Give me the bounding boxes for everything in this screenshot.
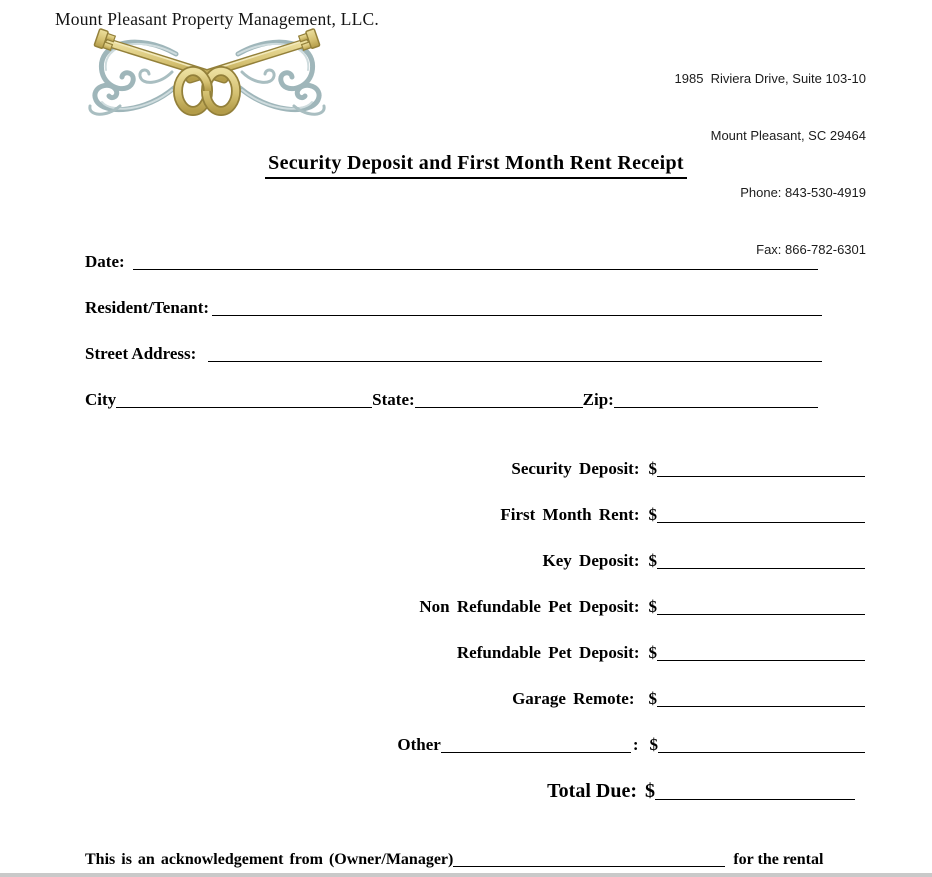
other-colon: : (632, 735, 639, 755)
state-input-line[interactable] (415, 391, 583, 408)
currency-symbol: $ (648, 551, 657, 571)
currency-symbol: $ (645, 780, 655, 802)
currency-symbol: $ (649, 735, 658, 755)
zip-label: Zip: (582, 390, 614, 410)
address-line-1: 1985 Riviera Drive, Suite 103-10 (674, 71, 866, 86)
street-address-row (85, 342, 822, 365)
company-logo (76, 28, 338, 125)
resident-tenant-label: Resident/Tenant: (85, 298, 210, 318)
garage-remote-label: Garage Remote: (512, 689, 635, 709)
fax-line: Fax: 866-782-6301 (756, 242, 866, 257)
city-label: City (85, 390, 117, 410)
resident-tenant-input-line[interactable] (212, 299, 822, 316)
city-input-line[interactable] (116, 391, 372, 408)
total-due-label: Total Due: (547, 780, 637, 802)
other-label: Other (397, 735, 441, 755)
acknowledgement-suffix: for the rental (733, 851, 824, 869)
date-label: Date: (85, 252, 125, 272)
amount-row-garage-remote (0, 687, 865, 710)
amount-row-total-due (0, 777, 855, 804)
non-refundable-pet-deposit-input-line[interactable] (657, 598, 865, 615)
key-deposit-label: Key Deposit: (542, 551, 640, 571)
refundable-pet-deposit-label: Refundable Pet Deposit: (456, 643, 640, 663)
garage-remote-input-line[interactable] (657, 690, 865, 707)
amount-row-other (0, 733, 865, 756)
street-address-input-line[interactable] (208, 345, 822, 362)
owner-manager-input-line[interactable] (453, 851, 725, 867)
title-row (20, 152, 932, 179)
total-due-input-line[interactable] (655, 780, 855, 800)
resident-tenant-row (85, 296, 822, 319)
date-row (85, 250, 818, 273)
amount-row-key-deposit (0, 549, 865, 572)
currency-symbol: $ (648, 459, 657, 479)
currency-symbol: $ (648, 505, 657, 525)
currency-symbol: $ (648, 597, 657, 617)
date-input-line[interactable] (133, 253, 818, 270)
key-deposit-input-line[interactable] (657, 552, 865, 569)
address-line-2: Mount Pleasant, SC 29464 (710, 128, 866, 143)
refundable-pet-deposit-input-line[interactable] (657, 644, 865, 661)
crossed-keys-logo-icon (76, 28, 338, 120)
zip-input-line[interactable] (614, 391, 818, 408)
city-state-zip-row (85, 388, 818, 411)
amount-row-refundable-pet-deposit (0, 641, 865, 664)
page-title: Security Deposit and First Month Rent Receipt (265, 152, 687, 179)
amount-row-security-deposit (0, 457, 865, 480)
acknowledgement-row (85, 848, 865, 871)
acknowledgement-prefix: This is an acknowledgement from (Owner/Manager) (85, 851, 454, 869)
street-address-label: Street Address: (85, 344, 197, 364)
first-month-rent-input-line[interactable] (657, 506, 865, 523)
non-refundable-pet-deposit-label: Non Refundable Pet Deposit: (419, 597, 640, 617)
amount-row-non-refundable-pet-deposit (0, 595, 865, 618)
other-amount-input-line[interactable] (658, 736, 865, 753)
other-description-input-line[interactable] (441, 736, 631, 753)
page-bottom-edge (0, 873, 932, 877)
currency-symbol: $ (648, 643, 657, 663)
currency-symbol: $ (648, 689, 657, 709)
state-label: State: (372, 390, 415, 410)
amount-row-first-month-rent (0, 503, 865, 526)
company-name: Mount Pleasant Property Management, LLC. (55, 9, 379, 29)
security-deposit-label: Security Deposit: (511, 459, 640, 479)
security-deposit-input-line[interactable] (657, 460, 865, 477)
phone-line: Phone: 843-530-4919 (740, 185, 866, 200)
first-month-rent-label: First Month Rent: (500, 505, 640, 525)
